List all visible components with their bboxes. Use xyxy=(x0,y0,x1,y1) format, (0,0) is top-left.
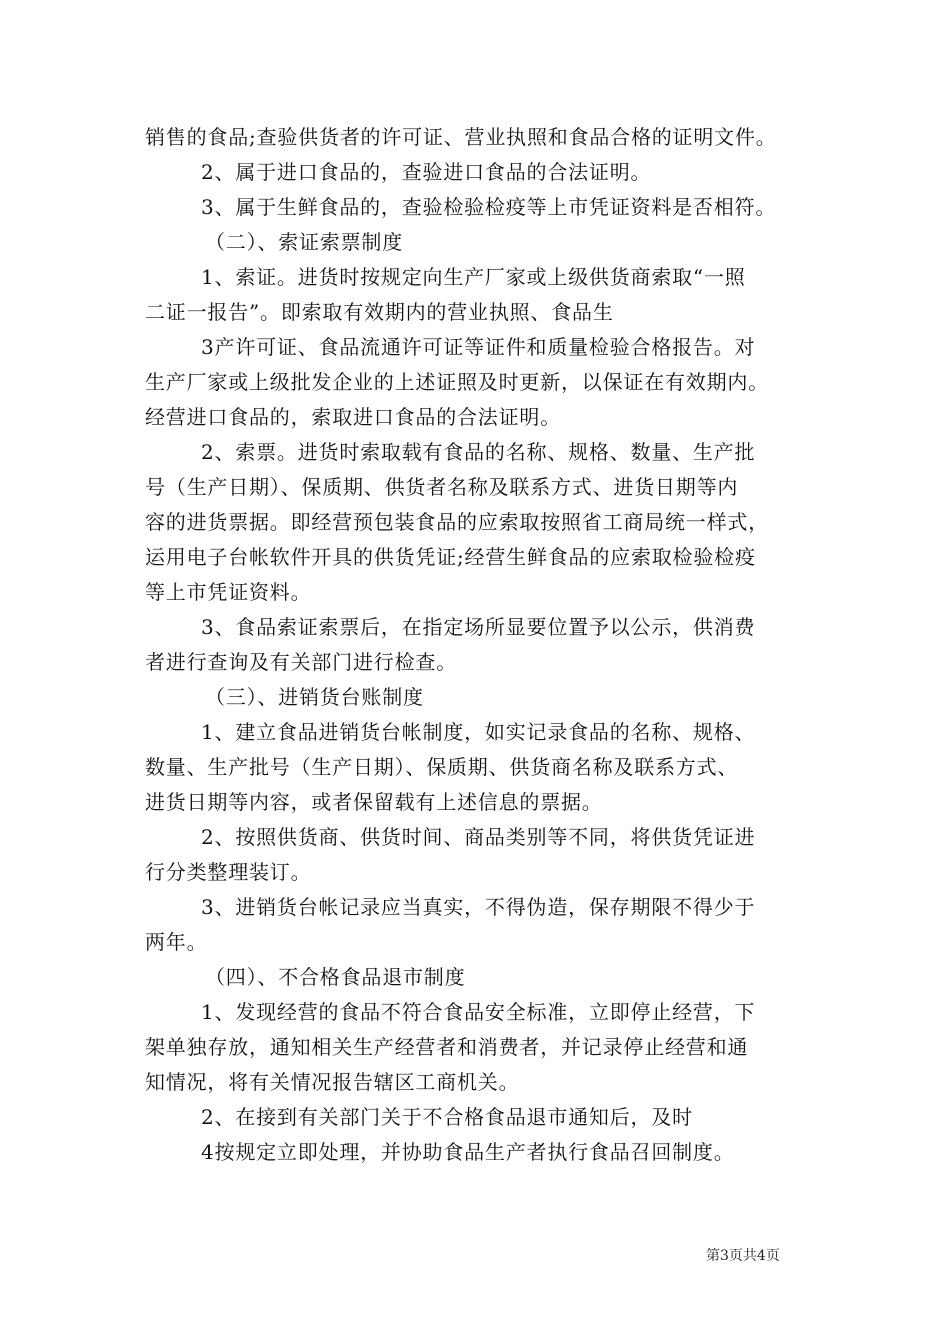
section-heading: （二）、索证索票制度 xyxy=(205,230,403,254)
section-heading: （三）、进销货台账制度 xyxy=(205,685,424,709)
body-line: 行分类整理装订。 xyxy=(145,860,312,884)
body-line: 2、索票。进货时索取载有食品的名称、规格、数量、生产批 xyxy=(201,440,756,464)
body-line: 2、按照供货商、供货时间、商品类别等不同，将供货凭证进 xyxy=(201,825,756,849)
body-line: 2、属于进口食品的，查验进口食品的合法证明。 xyxy=(201,160,652,184)
body-line: 1、建立食品进销货台帐制度，如实记录食品的名称、规格、 xyxy=(201,720,756,744)
body-line: 1、索证。进货时按规定向生产厂家或上级供货商索取“一照 xyxy=(201,265,746,289)
body-line: 数量、生产批号（生产日期）、保质期、供货商名称及联系方式、 xyxy=(145,755,739,779)
body-line: 1、发现经营的食品不符合食品安全标准，立即停止经营，下 xyxy=(201,1000,756,1024)
body-line: 3、进销货台帐记录应当真实，不得伪造，保存期限不得少于 xyxy=(201,895,756,919)
body-line: 架单独存放，通知相关生产经营者和消费者，并记录停止经营和通 xyxy=(145,1035,749,1059)
body-line: 2、在接到有关部门关于不合格食品退市通知后，及时 xyxy=(201,1105,693,1129)
section-heading: （四）、不合格食品退市制度 xyxy=(205,965,466,989)
body-line: 4按规定立即处理，并协助食品生产者执行食品召回制度。 xyxy=(201,1140,735,1164)
body-line: 二证一报告”。即索取有效期内的营业执照、食品生 xyxy=(145,300,614,324)
body-line: 等上市凭证资料。 xyxy=(145,580,312,604)
body-line: 运用电子台帐软件开具的供货凭证;经营生鲜食品的应索取检验检疫 xyxy=(145,545,756,569)
body-line: 经营进口食品的，索取进口食品的合法证明。 xyxy=(145,405,561,429)
body-line: 号（生产日期）、保质期、供货者名称及联系方式、进货日期等内 xyxy=(145,475,739,499)
document-body xyxy=(145,120,820,1170)
body-line: 知情况，将有关情况报告辖区工商机关。 xyxy=(145,1070,520,1094)
page-number-footer: 第3页共4页 xyxy=(706,1248,780,1264)
body-line: 进货日期等内容，或者保留载有上述信息的票据。 xyxy=(145,790,603,814)
body-line: 两年。 xyxy=(145,930,208,954)
body-line: 销售的食品;查验供货者的许可证、营业执照和食品合格的证明文件。 xyxy=(145,125,777,149)
body-line: 3产许可证、食品流通许可证等证件和质量检验合格报告。对 xyxy=(201,335,756,359)
body-line: 者进行查询及有关部门进行检查。 xyxy=(145,650,457,674)
body-line: 容的进货票据。即经营预包装食品的应索取按照省工商局统一样式， xyxy=(145,510,769,534)
body-line: 生产厂家或上级批发企业的上述证照及时更新，以保证在有效期内。 xyxy=(145,370,769,394)
body-line: 3、属于生鲜食品的，查验检验检疫等上市凭证资料是否相符。 xyxy=(201,195,777,219)
body-line: 3、食品索证索票后，在指定场所显要位置予以公示，供消费 xyxy=(201,615,756,639)
